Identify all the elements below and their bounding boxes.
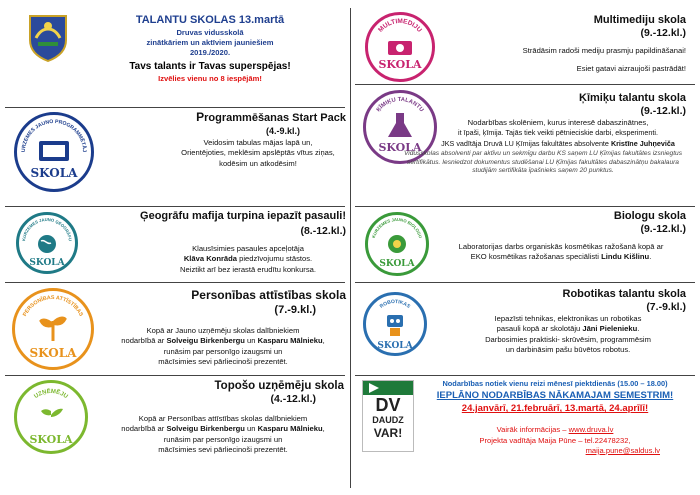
biology-guest: Lindu Kišlinu <box>601 252 650 262</box>
camera-icon <box>368 15 432 79</box>
robotics-text-4: un darbināsim pašu būvētos robotus. <box>505 345 631 355</box>
robotics-grades: (7.-9.kl.) <box>646 301 686 313</box>
programming-grades: (4.-9.kl.) <box>265 126 300 136</box>
entrepreneurs-text-2-mid: un <box>244 424 258 434</box>
geography-guest: Klāva Konrāda <box>183 254 238 264</box>
chemistry-text-3: JKS vadītāja Druvā LU Ķīmijas fakultātes absolvente <box>441 138 611 148</box>
row-divider <box>5 206 345 207</box>
flower-icon <box>368 215 426 273</box>
header-slogan: Tavs talants ir Tavas superspējas! <box>129 61 291 72</box>
multimedia-logo-word: SKOLA <box>378 58 422 71</box>
biology-block <box>436 210 686 263</box>
header-choose: Izvēlies vienu no 8 iespējām! <box>158 74 262 83</box>
geography-logo-arc: KURZEMES JAUNO ĢEOGRĀFU <box>21 216 73 242</box>
multimedia-logo-arc: MULTIMEDIJU <box>377 17 423 34</box>
globe-icon <box>19 215 75 271</box>
multimedia-block <box>440 14 686 75</box>
chemistry-logo-arc: ĶĪMIĶU TALANTU <box>375 96 425 114</box>
dv-bottom: VAR! <box>373 426 403 440</box>
entrepreneurs-guest-1: Solveigu Birkenbergu <box>166 424 245 434</box>
entrepreneurs-text-2-end: , <box>322 424 325 434</box>
dv-top: DV <box>375 395 401 415</box>
entrepreneurs-text-1: Kopā ar Personības attīstības skolas dalībniekiem <box>138 414 308 423</box>
leaf-icon <box>17 383 85 451</box>
programming-logo <box>14 112 94 192</box>
multimedia-text-1: Strādāsim radoši mediju prasmju papildināšanai! <box>522 46 686 55</box>
biology-logo-arc: KURZEMES JAUNO BIOLOGU <box>370 216 424 239</box>
footer-schedule: Nodarbības notiek vienu reizi mēnesī piektdienās (15.00 – 18.00) <box>442 379 668 388</box>
geography-logo-word: SKOLA <box>29 258 65 268</box>
robotics-title: Robotikas talantu skola <box>562 288 686 300</box>
programming-text-1: Veidosim tabulas mājas lapā un, <box>203 138 313 147</box>
robotics-block <box>430 288 686 356</box>
header-year: 2019./2020. <box>189 48 231 57</box>
entrepreneurs-guest-2: Kasparu Mālnieku <box>257 424 323 434</box>
entrepreneurs-text-4: mācīsimies sevi pārliecinoši prezentēt. <box>158 445 288 455</box>
personality-text-1: Kopā ar Jauno uzņēmēju skolas dalībniekiem <box>146 326 300 335</box>
programming-text-2: Orientējoties, meklēsim apslēptās vītus ziņas, <box>181 148 335 158</box>
header-line1: Druvas vidusskolā <box>176 28 244 37</box>
robotics-logo-arc: ROBOTIKAS <box>378 298 412 310</box>
geography-title: Ģeogrāfu mafija turpina iepazīt pasauli! <box>140 210 346 222</box>
footer-email-link[interactable]: maija.pune@saldus.lv <box>585 446 660 455</box>
biology-text-2-end: . <box>649 252 652 262</box>
robotics-text-2-end: . <box>637 324 640 334</box>
row-divider <box>355 282 695 283</box>
biology-text-1: Laboratorijas darbs organiskās kosmētikas ražošanā kopā ar <box>458 242 664 251</box>
svg-text:UZŅĒMĒJU <box>33 388 68 400</box>
programming-logo-arc: URZEMES JAUNO PROGRAMMĒTĀJ <box>20 118 88 153</box>
robotics-logo-word: SKOLA <box>377 341 413 351</box>
chemistry-text-2: it īpaši, ķīmija. Tajās tiek veikti pētnieciskie darbi, eksperimenti. <box>458 128 658 138</box>
entrepreneurs-title: Topošo uzņēmēju skola <box>214 380 344 392</box>
header <box>110 14 310 84</box>
footer-block <box>420 378 690 457</box>
computer-icon <box>17 115 91 189</box>
svg-text:ĶĪMIĶU TALANTU <box>376 97 425 113</box>
personality-text-2-end: , <box>322 336 325 346</box>
entrepreneurs-block <box>100 379 346 456</box>
chemistry-title: Ķīmiķu talantu skola <box>579 92 686 104</box>
geography-logo <box>16 212 78 274</box>
biology-text-2: EKO kosmētikas ražošanas speciālisti <box>470 252 602 262</box>
robotics-logo <box>363 292 427 356</box>
multimedia-grades: (9.-12.kl.) <box>640 27 686 39</box>
svg-text:MULTIMEDIJU <box>377 18 423 34</box>
row-divider <box>355 375 695 376</box>
row-divider <box>5 375 345 376</box>
geography-text-1: Klausīsimies pasaules apceļotāja <box>192 244 304 253</box>
personality-text-2-mid: un <box>244 336 258 346</box>
personality-text-3: runāsim par personīgo izaugsmi un <box>163 346 283 356</box>
personality-logo-arc: PERSONĪBAS ATTĪSTĪBAS <box>22 294 84 318</box>
biology-grades: (9.-12.kl.) <box>640 223 686 235</box>
chemistry-leader: Kristīne Juhņeviča <box>610 138 675 148</box>
entrepreneurs-logo-arc: UZŅĒMĒJU <box>33 388 69 401</box>
row-divider <box>355 84 695 85</box>
biology-title: Biologu skola <box>613 210 686 222</box>
geography-grades: (8.-12.kl.) <box>300 225 346 237</box>
row-divider <box>5 107 345 108</box>
personality-text-2: nodarbībā ar <box>121 336 167 346</box>
entrepreneurs-text-2: nodarbībā ar <box>121 424 167 434</box>
programming-text-3: kodēsim un atkodēsim! <box>219 158 297 168</box>
programming-title-initial: P <box>196 110 205 124</box>
personality-logo-word: SKOLA <box>29 346 77 360</box>
chemistry-note: Vidusskolas absolventi par aktīvu un sekmīgu darbu KS saņem LU Ķīmijas fakultātes izsniegtus sertifikātus. Iesniedzot dokumentus studēšanai LU Ķīmijas fakultātes dabaszinātņu bakalaura studijām sertifikāta īpašnieks saņem 20 punktus. <box>403 150 683 175</box>
chemistry-grades: (9.-12.kl.) <box>640 105 686 117</box>
footer-dates: 24.janvārī, 21.februārī, 13.martā, 24.aprīlī! <box>461 403 649 414</box>
geography-block <box>90 210 346 275</box>
row-divider <box>355 206 695 207</box>
robotics-text-2: pasauli kopā ar skolotāju <box>496 324 583 334</box>
footer-more: Vairāk informācijas – <box>496 425 569 434</box>
entrepreneurs-text-3: runāsim par personīgo izaugsmi un <box>163 434 283 444</box>
geography-text-2: piedzīvojumu stāstos. <box>237 254 313 264</box>
multimedia-logo <box>365 12 435 82</box>
robot-icon <box>366 295 424 353</box>
row-divider <box>5 282 345 283</box>
geography-text-3: Neiztikt arī bez ierastā erudītu konkursa. <box>180 264 316 274</box>
dv-flag-icon <box>363 381 413 395</box>
footer-site-link[interactable]: www.druva.lv <box>568 425 614 434</box>
chemistry-block <box>403 92 686 176</box>
center-divider <box>350 8 351 488</box>
entrepreneurs-logo <box>14 380 88 454</box>
programming-logo-word: SKOLA <box>30 166 78 180</box>
svg-text:ROBOTIKAS <box>379 299 412 310</box>
personality-grades: (7.-9.kl.) <box>274 304 316 316</box>
chemistry-text-1: Nodarbības skolēniem, kurus interesē dabaszinātnes, <box>467 118 649 127</box>
druva-coat-of-arms-icon <box>28 14 68 62</box>
dv-mid: DAUDZ <box>372 415 404 425</box>
sprout-icon <box>15 291 91 367</box>
svg-text:PERSONĪBAS ATTĪSTĪBAS <box>22 295 84 318</box>
personality-title: Personības attīstības skola <box>191 288 346 302</box>
personality-block <box>100 288 346 368</box>
programming-block <box>100 111 346 169</box>
header-line2: zinātkāriem un aktīviem jauniešiem <box>146 38 274 47</box>
footer-leader: Projekta vadītāja Maija Pūne – tel.22478232, <box>479 435 631 445</box>
entrepreneurs-logo-word: SKOLA <box>29 433 73 446</box>
programming-title: rogrammēšanas Start Pack <box>204 112 346 124</box>
robotics-teacher: Jāni Pielenieku <box>582 324 638 334</box>
personality-logo <box>12 288 94 370</box>
d-mark-icon <box>363 381 413 395</box>
chemistry-logo-word: SKOLA <box>378 141 422 154</box>
multimedia-text-2: Esiet gatavi aizraujoši pastrādāt! <box>576 64 686 74</box>
personality-guest-1: Solveigu Birkenbergu <box>166 336 245 346</box>
robotics-text-1: Iepazīsti tehnikas, elektronikas un robotikas <box>494 314 642 323</box>
header-title: TALANTU SKOLAS 13.martā <box>135 14 285 26</box>
dv-logo <box>362 380 414 452</box>
entrepreneurs-grades: (4.-12.kl.) <box>270 393 316 405</box>
personality-text-4: mācīsimies sevi pārliecinoši prezentēt. <box>158 357 288 367</box>
biology-logo <box>365 212 429 276</box>
robotics-text-3: Darbosimies praktiski- skrūvēsim, programmēsim <box>485 334 651 344</box>
footer-plan: IEPLĀNO NODARBĪBAS NĀKAMAJAM SEMESTRIM! <box>436 390 674 401</box>
multimedia-title: Multimediju skola <box>593 14 686 26</box>
biology-logo-word: SKOLA <box>379 259 415 269</box>
personality-guest-2: Kasparu Mālnieku <box>257 336 323 346</box>
